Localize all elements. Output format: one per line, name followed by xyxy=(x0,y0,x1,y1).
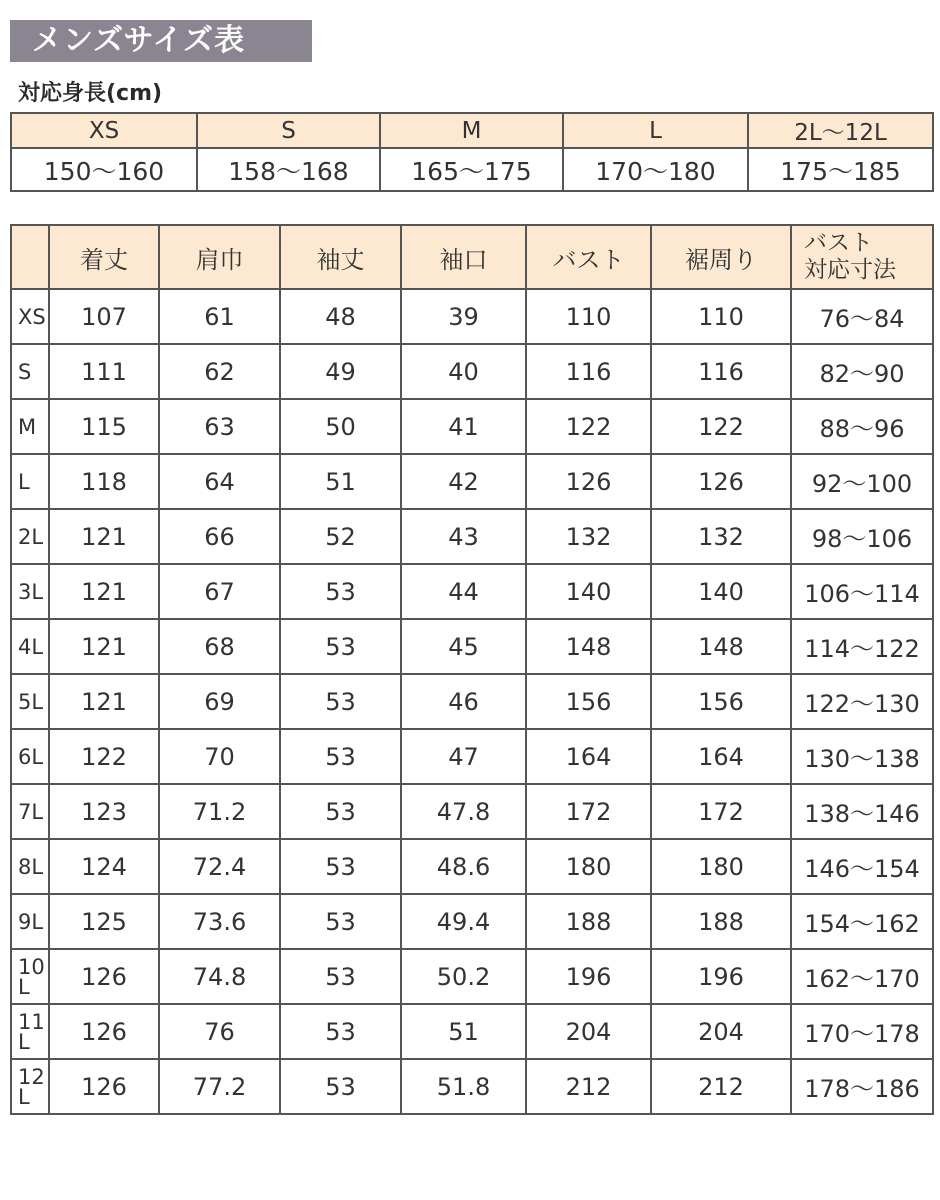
measurement-cell: 106〜114 xyxy=(791,564,933,619)
measurement-cell: 204 xyxy=(651,1004,791,1059)
size-label-cell: M xyxy=(11,399,49,454)
measurement-cell: 47 xyxy=(401,729,526,784)
size-row xyxy=(11,619,933,674)
header-bust: バスト xyxy=(526,225,651,289)
measurement-cell: 121 xyxy=(49,509,159,564)
height-size-header: S xyxy=(197,113,380,148)
measurement-cell: 76 xyxy=(159,1004,280,1059)
height-header-row xyxy=(11,113,933,148)
size-row xyxy=(11,894,933,949)
measurement-cell: 70 xyxy=(159,729,280,784)
measurement-cell: 154〜162 xyxy=(791,894,933,949)
measurement-cell: 63 xyxy=(159,399,280,454)
size-header-row xyxy=(11,225,933,289)
header-sleeve-length: 袖丈 xyxy=(280,225,401,289)
measurement-cell: 138〜146 xyxy=(791,784,933,839)
measurement-cell: 92〜100 xyxy=(791,454,933,509)
measurement-cell: 41 xyxy=(401,399,526,454)
measurement-cell: 98〜106 xyxy=(791,509,933,564)
measurement-cell: 110 xyxy=(526,289,651,344)
measurement-cell: 42 xyxy=(401,454,526,509)
height-size-header: M xyxy=(380,113,563,148)
height-size-header: L xyxy=(563,113,748,148)
measurement-cell: 180 xyxy=(526,839,651,894)
size-label-cell: 3L xyxy=(11,564,49,619)
height-range-cell: 165〜175 xyxy=(380,148,563,191)
measurement-cell: 82〜90 xyxy=(791,344,933,399)
measurement-cell: 116 xyxy=(651,344,791,399)
measurement-cell: 52 xyxy=(280,509,401,564)
size-label-cell: 6L xyxy=(11,729,49,784)
size-measurement-table xyxy=(10,224,934,1115)
size-row xyxy=(11,1004,933,1059)
size-row xyxy=(11,454,933,509)
measurement-cell: 50.2 xyxy=(401,949,526,1004)
measurement-cell: 114〜122 xyxy=(791,619,933,674)
measurement-cell: 122 xyxy=(651,399,791,454)
measurement-cell: 115 xyxy=(49,399,159,454)
measurement-cell: 126 xyxy=(526,454,651,509)
size-label-cell: 8L xyxy=(11,839,49,894)
header-bust-fit: バスト 対応寸法 xyxy=(791,225,933,289)
measurement-cell: 156 xyxy=(651,674,791,729)
header-shoulder-width: 肩巾 xyxy=(159,225,280,289)
measurement-cell: 53 xyxy=(280,839,401,894)
measurement-cell: 118 xyxy=(49,454,159,509)
measurement-cell: 121 xyxy=(49,619,159,674)
size-label-cell: S xyxy=(11,344,49,399)
measurement-cell: 51.8 xyxy=(401,1059,526,1114)
measurement-cell: 123 xyxy=(49,784,159,839)
measurement-cell: 53 xyxy=(280,894,401,949)
measurement-cell: 49 xyxy=(280,344,401,399)
measurement-cell: 148 xyxy=(651,619,791,674)
size-label-cell: 7L xyxy=(11,784,49,839)
size-row xyxy=(11,289,933,344)
measurement-cell: 164 xyxy=(526,729,651,784)
height-value-row xyxy=(11,148,933,191)
size-row xyxy=(11,674,933,729)
size-label-cell: 5L xyxy=(11,674,49,729)
measurement-cell: 48.6 xyxy=(401,839,526,894)
size-label-cell: 12L xyxy=(11,1059,49,1114)
measurement-cell: 172 xyxy=(526,784,651,839)
measurement-cell: 77.2 xyxy=(159,1059,280,1114)
height-range-cell: 170〜180 xyxy=(563,148,748,191)
measurement-cell: 116 xyxy=(526,344,651,399)
measurement-cell: 126 xyxy=(49,949,159,1004)
size-label-cell: 9L xyxy=(11,894,49,949)
measurement-cell: 46 xyxy=(401,674,526,729)
size-row xyxy=(11,399,933,454)
measurement-cell: 53 xyxy=(280,949,401,1004)
measurement-cell: 73.6 xyxy=(159,894,280,949)
measurement-cell: 188 xyxy=(651,894,791,949)
measurement-cell: 45 xyxy=(401,619,526,674)
measurement-cell: 180 xyxy=(651,839,791,894)
measurement-cell: 44 xyxy=(401,564,526,619)
size-label-cell: 2L xyxy=(11,509,49,564)
height-size-header: XS xyxy=(11,113,197,148)
measurement-cell: 47.8 xyxy=(401,784,526,839)
measurement-cell: 140 xyxy=(526,564,651,619)
size-row xyxy=(11,949,933,1004)
size-row xyxy=(11,784,933,839)
measurement-cell: 53 xyxy=(280,619,401,674)
measurement-cell: 49.4 xyxy=(401,894,526,949)
measurement-cell: 146〜154 xyxy=(791,839,933,894)
height-size-header: 2L〜12L xyxy=(748,113,933,148)
measurement-cell: 188 xyxy=(526,894,651,949)
measurement-cell: 156 xyxy=(526,674,651,729)
measurement-cell: 43 xyxy=(401,509,526,564)
measurement-cell: 130〜138 xyxy=(791,729,933,784)
size-label-cell: 11L xyxy=(11,1004,49,1059)
measurement-cell: 122 xyxy=(49,729,159,784)
page-title: メンズサイズ表 xyxy=(10,20,312,62)
measurement-cell: 53 xyxy=(280,784,401,839)
measurement-cell: 88〜96 xyxy=(791,399,933,454)
measurement-cell: 76〜84 xyxy=(791,289,933,344)
header-cuff: 袖口 xyxy=(401,225,526,289)
measurement-cell: 164 xyxy=(651,729,791,784)
height-range-cell: 150〜160 xyxy=(11,148,197,191)
measurement-cell: 178〜186 xyxy=(791,1059,933,1114)
measurement-cell: 212 xyxy=(526,1059,651,1114)
size-label-cell: XS xyxy=(11,289,49,344)
measurement-cell: 53 xyxy=(280,674,401,729)
measurement-cell: 66 xyxy=(159,509,280,564)
header-length: 着丈 xyxy=(49,225,159,289)
measurement-cell: 122 xyxy=(526,399,651,454)
measurement-cell: 172 xyxy=(651,784,791,839)
size-label-cell: 10L xyxy=(11,949,49,1004)
measurement-cell: 67 xyxy=(159,564,280,619)
measurement-cell: 196 xyxy=(526,949,651,1004)
measurement-cell: 48 xyxy=(280,289,401,344)
size-label-cell: L xyxy=(11,454,49,509)
measurement-cell: 204 xyxy=(526,1004,651,1059)
measurement-cell: 51 xyxy=(401,1004,526,1059)
measurement-cell: 107 xyxy=(49,289,159,344)
measurement-cell: 126 xyxy=(49,1059,159,1114)
height-table xyxy=(10,112,934,192)
measurement-cell: 212 xyxy=(651,1059,791,1114)
measurement-cell: 53 xyxy=(280,1004,401,1059)
measurement-cell: 125 xyxy=(49,894,159,949)
measurement-cell: 40 xyxy=(401,344,526,399)
size-corner-cell xyxy=(11,225,49,289)
measurement-cell: 126 xyxy=(651,454,791,509)
measurement-cell: 50 xyxy=(280,399,401,454)
measurement-cell: 170〜178 xyxy=(791,1004,933,1059)
measurement-cell: 111 xyxy=(49,344,159,399)
size-label-cell: 4L xyxy=(11,619,49,674)
measurement-cell: 148 xyxy=(526,619,651,674)
measurement-cell: 121 xyxy=(49,564,159,619)
measurement-cell: 62 xyxy=(159,344,280,399)
measurement-cell: 196 xyxy=(651,949,791,1004)
measurement-cell: 162〜170 xyxy=(791,949,933,1004)
height-range-cell: 175〜185 xyxy=(748,148,933,191)
measurement-cell: 126 xyxy=(49,1004,159,1059)
measurement-cell: 69 xyxy=(159,674,280,729)
size-row xyxy=(11,564,933,619)
height-section-label: 対応身長(cm) xyxy=(18,81,163,106)
measurement-cell: 74.8 xyxy=(159,949,280,1004)
size-row xyxy=(11,1059,933,1114)
measurement-cell: 132 xyxy=(651,509,791,564)
measurement-cell: 132 xyxy=(526,509,651,564)
size-row xyxy=(11,839,933,894)
height-range-cell: 158〜168 xyxy=(197,148,380,191)
size-row xyxy=(11,344,933,399)
measurement-cell: 64 xyxy=(159,454,280,509)
measurement-cell: 72.4 xyxy=(159,839,280,894)
measurement-cell: 68 xyxy=(159,619,280,674)
size-row xyxy=(11,509,933,564)
measurement-cell: 122〜130 xyxy=(791,674,933,729)
measurement-cell: 124 xyxy=(49,839,159,894)
measurement-cell: 61 xyxy=(159,289,280,344)
measurement-cell: 53 xyxy=(280,564,401,619)
measurement-cell: 53 xyxy=(280,1059,401,1114)
measurement-cell: 110 xyxy=(651,289,791,344)
measurement-cell: 39 xyxy=(401,289,526,344)
measurement-cell: 53 xyxy=(280,729,401,784)
measurement-cell: 121 xyxy=(49,674,159,729)
size-row xyxy=(11,729,933,784)
header-hem: 裾周り xyxy=(651,225,791,289)
measurement-cell: 51 xyxy=(280,454,401,509)
measurement-cell: 71.2 xyxy=(159,784,280,839)
measurement-cell: 140 xyxy=(651,564,791,619)
